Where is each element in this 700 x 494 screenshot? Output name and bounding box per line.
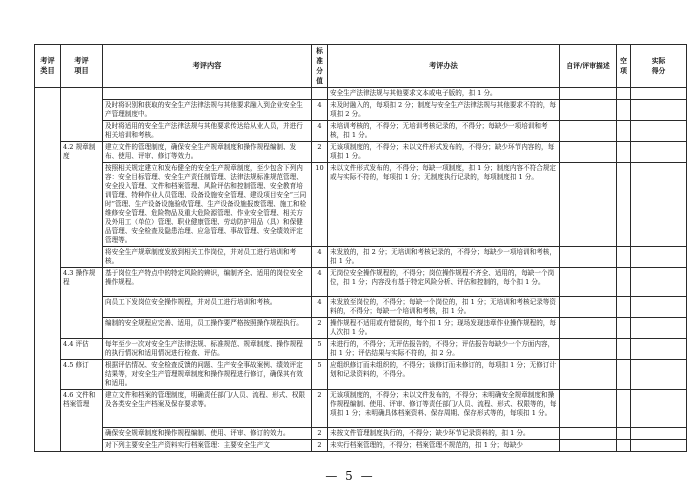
content-cell: 按照相关规定建立和发布健全的安全生产规章制度，至少包含下列内容：安全目标管理、安全生产责任制管理、法律法规标准规范管理、安全投入管理、文件和档案管理、风险评估和控制管理、安全教育培训管理、特种作业人员管理、设备设施安全管理、建设项目安全“三同时”管理、生产设备设施验收管理、生产设备设施报废管理、施工和检维修安全管理、危险物品及重大危险源管理、作业安全管理、相关方及外用工（单位）管理、职业健康管理、劳动防护用品（具）和保健品管理、安全检查及隐患治理、应急管理、事故管理、安全绩效评定管理等。	[103, 163, 312, 247]
score-cell: 4	[312, 268, 328, 297]
method-cell: 安全生产法律法规与其他要求文本或电子版的，扣 1 分。	[328, 88, 560, 100]
content-cell: 确保安全规章制度和操作规程编制、使用、评审、修订的效力。	[103, 428, 312, 440]
table-row	[35, 390, 687, 428]
content-cell: 及时将识别和获取的安全生产法律法规与其他要求融入到企业安全生产管理制度中。	[103, 100, 312, 121]
actual-score-cell	[631, 318, 687, 339]
self-eval-cell	[560, 121, 617, 142]
empty-cell	[617, 121, 631, 142]
empty-cell	[617, 318, 631, 339]
table-row	[35, 339, 687, 360]
table-row	[35, 88, 687, 100]
table-row	[35, 247, 687, 268]
header-content: 考评内容	[103, 45, 312, 88]
self-eval-cell	[560, 88, 617, 100]
self-eval-cell	[560, 268, 617, 297]
actual-score-cell	[631, 247, 687, 268]
method-cell: 未及时融入的，每项扣 2 分；制度与安全生产法律法规与其他要求不符的，每项扣 2 分。	[328, 100, 560, 121]
item-cell	[61, 88, 103, 142]
content-cell	[103, 88, 312, 100]
score-cell: 5	[312, 360, 328, 390]
evaluation-table-sheet	[34, 44, 686, 452]
actual-score-cell	[631, 360, 687, 390]
score-cell: 2	[312, 428, 328, 440]
method-cell: 未进行的，不得分；无评估报告的，不得分；评估报告每缺少一个方面内容，扣 1 分；评估结果与实际不符的，扣 2 分。	[328, 339, 560, 360]
self-eval-cell	[560, 163, 617, 247]
category-cell	[35, 88, 61, 452]
method-cell: 未以文件形式发布的，不得分；每缺一项制度，扣 1 分；制度内容不符合规定或与实际不符的，每项扣 1 分；无制度执行记录的，每项制度扣 1 分。	[328, 163, 560, 247]
category-4-5: 4.5 修订	[61, 360, 103, 390]
content-cell: 根据评估情况、安全检查反馈的问题、生产安全事故案例、绩效评定结果等，对安全生产管理规章制度和操作规程进行修订，确保其有效和适用。	[103, 360, 312, 390]
actual-score-cell	[631, 142, 687, 163]
score-cell: 4	[312, 247, 328, 268]
self-eval-cell	[560, 440, 617, 452]
empty-cell	[617, 339, 631, 360]
score-cell: 5	[312, 339, 328, 360]
actual-score-cell	[631, 100, 687, 121]
self-eval-cell	[560, 390, 617, 428]
empty-cell	[617, 268, 631, 297]
self-eval-cell	[560, 247, 617, 268]
table-row	[35, 100, 687, 121]
header-category: 考评 类目	[35, 45, 61, 88]
method-cell: 未按文件管理制度执行的，不得分；缺少环节记录资料的，扣 1 分。	[328, 428, 560, 440]
header-row	[35, 45, 687, 88]
score-cell: 4	[312, 121, 328, 142]
content-cell: 基于岗位生产特点中的特定风险的辨识，编制齐全、适用的岗位安全操作规程。	[103, 268, 312, 297]
table-row	[35, 428, 687, 440]
table-row	[35, 440, 687, 452]
content-cell: 建立文件和档案的管理制度，明确责任部门/人员、流程、形式、权限及各类安全生产档案及保存要求等。	[103, 390, 312, 428]
score-cell: 2	[312, 142, 328, 163]
header-self-eval: 自评/评审描述	[560, 45, 617, 88]
score-cell: 2	[312, 390, 328, 428]
content-cell: 每年至少一次对安全生产法律法规、标准规范、规章制度、操作规程的执行情况和适用情况进行检查、评估。	[103, 339, 312, 360]
method-cell: 无该项制度的，不得分；未以文件形式发布的，不得分；缺少环节内容的，每项扣 1 分。	[328, 142, 560, 163]
category-4-6: 4.6 文件和档案管理	[61, 390, 103, 452]
actual-score-cell	[631, 440, 687, 452]
page-number: — 5 —	[325, 469, 375, 483]
actual-score-cell	[631, 268, 687, 297]
empty-cell	[617, 297, 631, 318]
content-cell: 及时将适用的安全生产法律法规与其他要求传达给从业人员，并进行相关培训和考核。	[103, 121, 312, 142]
table-row	[35, 318, 687, 339]
method-cell: 应组织修订而未组织的，不得分；该修订而未修订的，每项扣 1 分；无修订计划和记录资料的，不得分。	[328, 360, 560, 390]
header-score: 标准 分值	[312, 45, 328, 88]
method-cell: 未培训考核的，不得分；无培训考核记录的，不得分；每缺少一项培训和考核，扣 1 分。	[328, 121, 560, 142]
content-cell: 编制的安全规程应完善、适用，员工操作要严格按照操作规程执行。	[103, 318, 312, 339]
score-cell: 4	[312, 100, 328, 121]
empty-cell	[617, 390, 631, 428]
method-cell: 未发放的，扣 2 分；无培训和考核记录的，不得分；每缺少一项培训和考核，扣 1 分。	[328, 247, 560, 268]
self-eval-cell	[560, 360, 617, 390]
empty-cell	[617, 360, 631, 390]
method-cell: 未实行档案管理的，不得分；档案管理不规范的，扣 1 分；每缺少	[328, 440, 560, 452]
empty-cell	[617, 88, 631, 100]
content-cell: 向员工下发岗位安全操作规程，并对员工进行培训和考核。	[103, 297, 312, 318]
actual-score-cell	[631, 121, 687, 142]
actual-score-cell	[631, 390, 687, 428]
self-eval-cell	[560, 297, 617, 318]
empty-cell	[617, 100, 631, 121]
header-actual-score: 实际 得分	[631, 45, 687, 88]
actual-score-cell	[631, 339, 687, 360]
method-cell: 未发放至岗位的，不得分；每缺一个岗位的，扣 1 分；无培训和考核记录等资料的，不得分；每缺一个培训和考核，扣 1 分。	[328, 297, 560, 318]
table-row	[35, 360, 687, 390]
table-row	[35, 121, 687, 142]
self-eval-cell	[560, 428, 617, 440]
content-cell: 建立文件的管理制度，确保安全生产规章制度和操作规程编制、发布、使用、评审、修订等效力。	[103, 142, 312, 163]
header-item: 考评 项目	[61, 45, 103, 88]
header-method: 考评办法	[328, 45, 560, 88]
category-4-3: 4.3 操作规程	[61, 268, 103, 339]
score-cell: 2	[312, 318, 328, 339]
score-cell: 4	[312, 297, 328, 318]
self-eval-cell	[560, 339, 617, 360]
content-cell: 对下列主要安全生产资料实行档案管理：主要安全生产文	[103, 440, 312, 452]
table-row	[35, 297, 687, 318]
table-row	[35, 268, 687, 297]
method-cell: 无该项制度的，不得分；未以文件发布的，不得分；未明确安全规章制度和操作规程编制、使用、评审、修订等责任部门/人员、流程、形式、权限等的，每项扣 1 分；未明确具体档案资料、保存周期、保存形式等的，每项扣 1 分。	[328, 390, 560, 428]
table-row	[35, 142, 687, 163]
self-eval-cell	[560, 318, 617, 339]
table-row	[35, 163, 687, 247]
actual-score-cell	[631, 428, 687, 440]
score-cell: 2	[312, 440, 328, 452]
score-cell: 10	[312, 163, 328, 247]
actual-score-cell	[631, 297, 687, 318]
score-cell	[312, 88, 328, 100]
empty-cell	[617, 163, 631, 247]
method-cell: 无岗位安全操作规程的，不得分；岗位操作规程不齐全、适用的，每缺一个岗位，扣 1 分；内容没有基于特定风险分析、评估和控制的，每个扣 1 分。	[328, 268, 560, 297]
method-cell: 操作规程不适用或有错误的，每个扣 1 分；现场发现违章作业操作规程的，每人次扣 1 分。	[328, 318, 560, 339]
evaluation-table	[34, 44, 687, 452]
content-cell: 将安全生产规章制度发放到相关工作岗位，并对员工进行培训和考核。	[103, 247, 312, 268]
empty-cell	[617, 428, 631, 440]
empty-cell	[617, 440, 631, 452]
category-4-4: 4.4 评估	[61, 339, 103, 360]
self-eval-cell	[560, 100, 617, 121]
header-empty: 空 项	[617, 45, 631, 88]
self-eval-cell	[560, 142, 617, 163]
category-4-2: 4.2 规章制度	[61, 142, 103, 268]
actual-score-cell	[631, 163, 687, 247]
empty-cell	[617, 247, 631, 268]
actual-score-cell	[631, 88, 687, 100]
empty-cell	[617, 142, 631, 163]
